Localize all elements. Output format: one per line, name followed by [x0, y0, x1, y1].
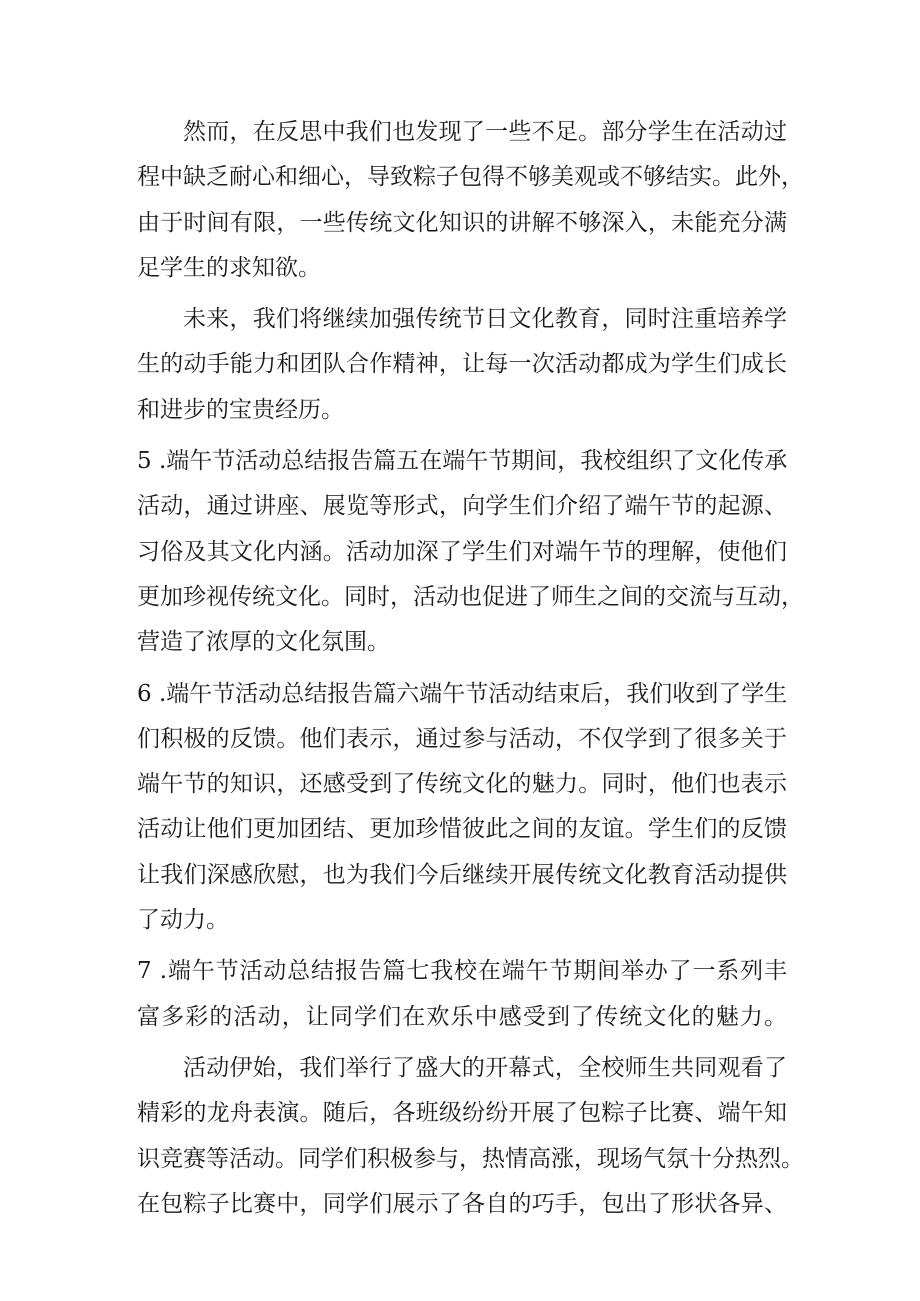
text-line: 和进步的宝贵经历。: [137, 396, 344, 423]
text-line: 活动伊始，我们举行了盛大的开幕式，全校师生共同观看了: [183, 1054, 787, 1081]
text-line: 们积极的反馈。他们表示，通过参与活动，不仅学到了很多关于: [137, 725, 787, 752]
paragraph-p3: [137, 439, 804, 665]
paragraph-p6: [137, 1046, 804, 1227]
text-line: 5 .端午节活动总结报告篇五在端午节期间，我校组织了文化传承: [137, 448, 788, 475]
paragraph-p5: [137, 949, 787, 1040]
text-line: 更加珍视传统文化。同时，活动也促进了师生之间的交流与互动，: [137, 583, 804, 610]
text-line: 营造了浓厚的文化氛围。: [137, 629, 390, 656]
text-line: 7 .端午节活动总结报告篇七我校在端午节期间举办了一系列丰: [137, 958, 787, 985]
text-line: 活动，通过讲座、展览等形式，向学生们介绍了端午节的起源、: [137, 493, 787, 520]
text-line: 了动力。: [137, 907, 229, 934]
paragraph-p1: [137, 110, 804, 291]
text-line: 生的动手能力和团队合作精神，让每一次活动都成为学生们成长: [137, 351, 787, 378]
text-line: 精彩的龙舟表演。随后，各班级纷纷开展了包粽子比赛、端午知: [137, 1100, 787, 1127]
text-line: 然而，在反思中我们也发现了一些不足。部分学生在活动过: [183, 119, 787, 145]
text-line: 端午节的知识，还感受到了传统文化的魅力。同时，他们也表示: [137, 771, 787, 798]
paragraph-p2: [137, 297, 787, 433]
document-page: [137, 110, 804, 1227]
text-line: 6 .端午节活动总结报告篇六端午节活动结束后，我们收到了学生: [137, 680, 788, 707]
text-line: 识竞赛等活动。同学们积极参与，热情高涨，现场气氛十分热烈。: [137, 1145, 804, 1172]
paragraph-p4: [137, 672, 787, 944]
text-line: 富多彩的活动，让同学们在欢乐中感受到了传统文化的魅力。: [137, 1003, 787, 1030]
text-line: 让我们深感欣慰，也为我们今后继续开展传统文化教育活动提供: [137, 861, 787, 888]
text-line: 足学生的求知欲。: [137, 254, 321, 281]
text-line: 程中缺乏耐心和细心，导致粽子包得不够美观或不够结实。此外，: [137, 164, 804, 191]
text-line: 活动让他们更加团结、更加珍惜彼此之间的友谊。学生们的反馈: [137, 816, 787, 843]
text-line: 未来，我们将继续加强传统节日文化教育，同时注重培养学: [183, 306, 787, 333]
text-line: 由于时间有限，一些传统文化知识的讲解不够深入，未能充分满: [137, 209, 787, 236]
text-line: 习俗及其文化内涵。活动加深了学生们对端午节的理解，使他们: [137, 538, 787, 565]
text-line: 在包粽子比赛中，同学们展示了各自的巧手，包出了形状各异、: [137, 1190, 787, 1217]
